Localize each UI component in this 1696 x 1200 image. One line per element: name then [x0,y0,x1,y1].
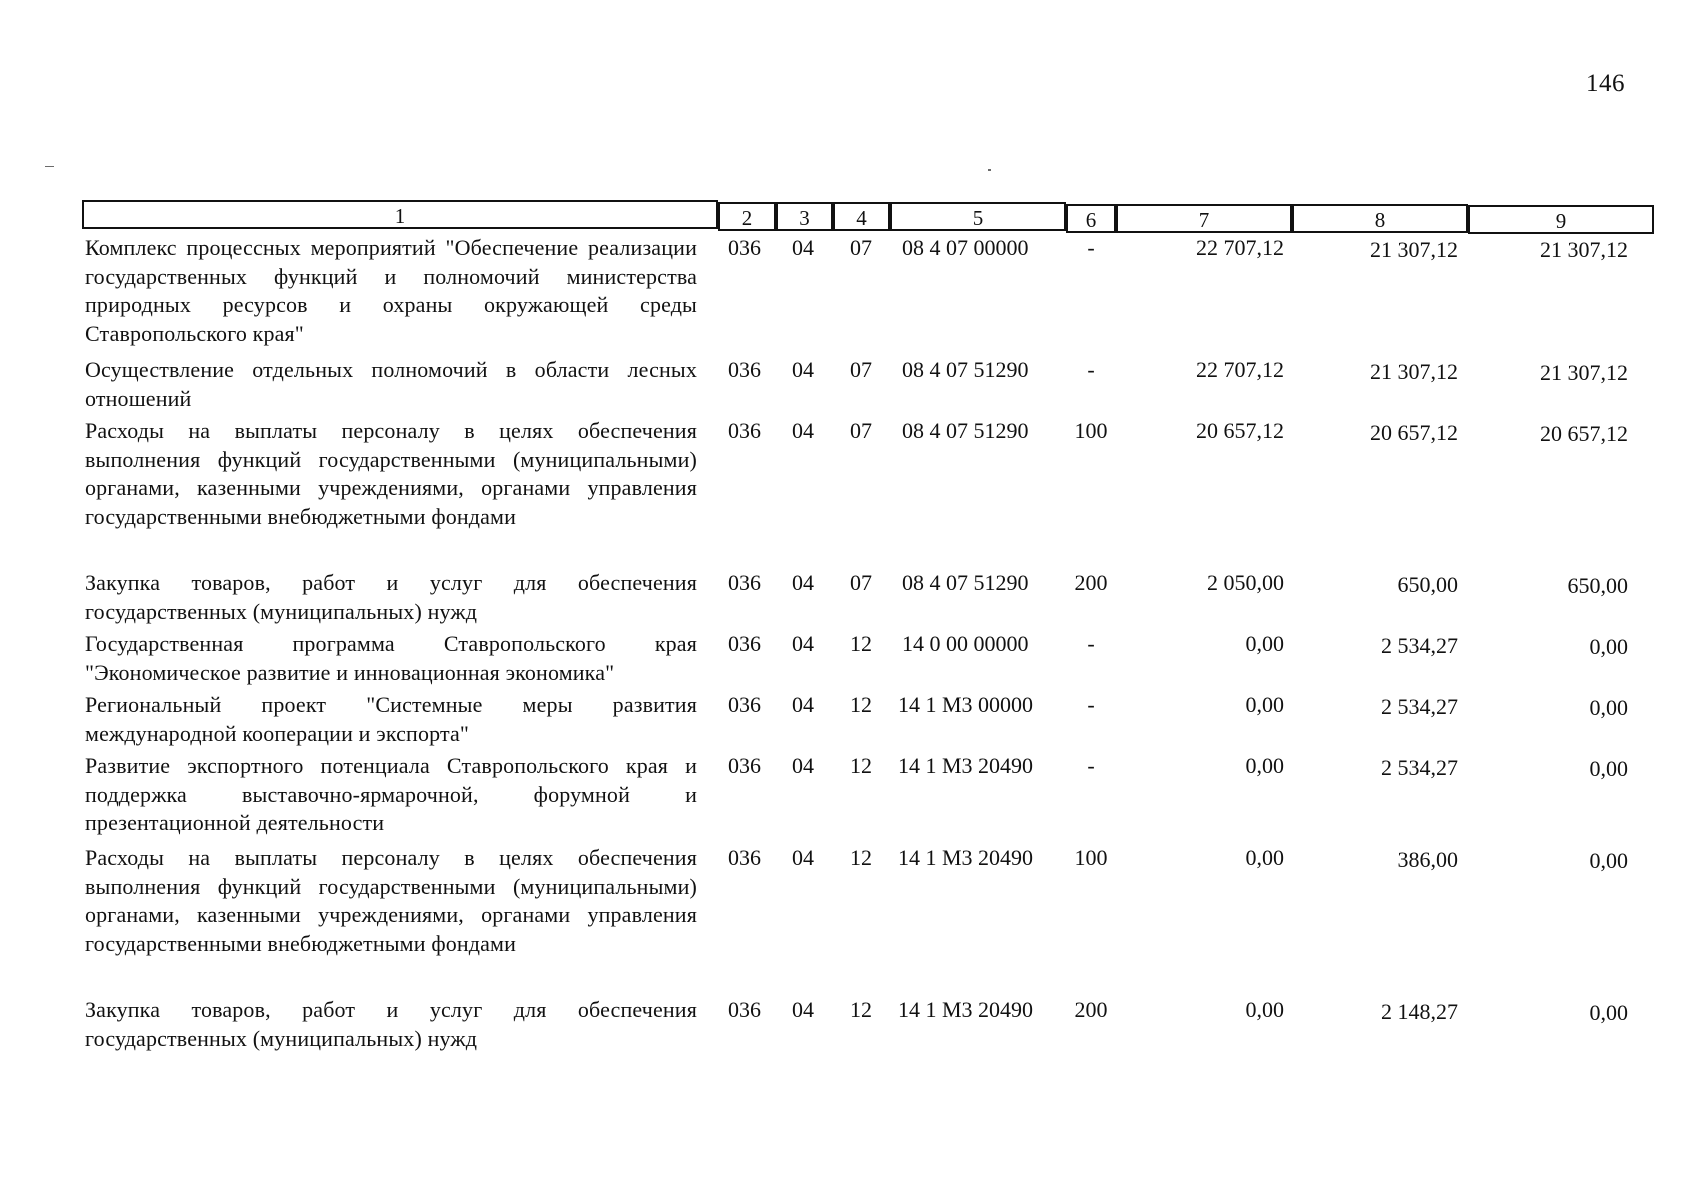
row-col-3: 04 [792,692,814,717]
row-col-2: 036 [728,692,761,717]
row-col-3: 04 [792,418,814,443]
row-description: Государственная программа Ставропольского края "Экономическое развитие и инновационная экономика" [85,631,697,685]
row-col-4: 12 [850,997,872,1022]
row-col-9: 0,00 [1589,756,1628,781]
row-description: Развитие экспортного потенциала Ставропольского края и поддержка выставочно-ярмарочной, форумной и презентационной деятельности [85,753,697,835]
row-col-8: 650,00 [1397,572,1458,597]
row-col-8: 2 534,27 [1381,633,1458,658]
row-col-3: 04 [792,753,814,778]
row-col-5: 14 1 М3 20490 [898,753,1034,778]
row-col-2: 036 [728,570,761,595]
row-col-2: 036 [728,997,761,1022]
page-number: 146 [1586,70,1625,97]
row-col-9: 650,00 [1567,573,1628,598]
column-header-8: 8 [1292,204,1468,233]
column-header-3: 3 [776,202,833,231]
row-col-4: 07 [850,570,872,595]
row-col-7: 0,00 [1245,845,1284,870]
row-col-9: 20 657,12 [1540,421,1628,446]
row-col-4: 12 [850,631,872,656]
row-col-9: 0,00 [1589,695,1628,720]
row-col-4: 07 [850,357,872,382]
row-col-7: 0,00 [1245,692,1284,717]
column-header-7: 7 [1116,204,1292,233]
column-header-6: 6 [1066,204,1116,233]
row-col-5: 08 4 07 51290 [902,418,1029,443]
row-col-9: 21 307,12 [1540,237,1628,262]
row-col-6: 200 [1074,997,1108,1022]
row-col-4: 12 [850,753,872,778]
row-col-6: 100 [1074,845,1108,870]
column-header-4: 4 [833,202,890,231]
row-col-6: - [1087,753,1095,778]
row-col-2: 036 [728,845,761,870]
row-col-2: 036 [728,357,761,382]
row-col-9: 21 307,12 [1540,360,1628,385]
row-description: Закупка товаров, работ и услуг для обеспечения государственных (муниципальных) нужд [85,997,697,1051]
row-col-5: 08 4 07 51290 [902,357,1029,382]
row-col-7: 2 050,00 [1207,570,1284,595]
row-description: Комплекс процессных мероприятий "Обеспечение реализации государственных функций и полномочий министерства природных ресурсов и охраны окружающей среды Ставропольского края" [85,235,697,346]
column-header-5: 5 [890,202,1066,231]
row-col-2: 036 [728,753,761,778]
row-col-5: 14 1 М3 00000 [898,692,1034,717]
row-col-5: 14 1 М3 20490 [898,845,1034,870]
row-col-2: 036 [728,418,761,443]
row-description: Региональный проект "Системные меры развития международной кооперации и экспорта" [85,692,697,746]
row-col-8: 2 534,27 [1381,694,1458,719]
row-col-2: 036 [728,631,761,656]
row-col-3: 04 [792,235,814,260]
scan-speck [988,169,991,171]
row-col-3: 04 [792,357,814,382]
row-col-8: 386,00 [1397,847,1458,872]
row-col-8: 21 307,12 [1370,359,1458,384]
row-col-7: 0,00 [1245,753,1284,778]
row-description: Осуществление отдельных полномочий в области лесных отношений [85,357,697,411]
row-col-6: - [1087,357,1095,382]
column-header-1: 1 [82,200,718,229]
row-col-9: 0,00 [1589,634,1628,659]
row-col-9: 0,00 [1589,1000,1628,1025]
row-col-8: 21 307,12 [1370,237,1458,262]
row-col-8: 2 534,27 [1381,755,1458,780]
row-col-6: 200 [1074,570,1108,595]
row-col-6: - [1087,631,1095,656]
row-col-4: 07 [850,235,872,260]
row-description: Закупка товаров, работ и услуг для обеспечения государственных (муниципальных) нужд [85,570,697,624]
row-col-7: 0,00 [1245,631,1284,656]
row-col-7: 22 707,12 [1196,357,1284,382]
row-description: Расходы на выплаты персоналу в целях обеспечения выполнения функций государственными (муниципальными) органами, казенными учреждениями, органами управления государственными внебюджетными фондами [85,418,697,529]
row-col-3: 04 [792,845,814,870]
row-description: Расходы на выплаты персоналу в целях обеспечения выполнения функций государственными (муниципальными) органами, казенными учреждениями, органами управления государственными внебюджетными фондами [85,845,697,956]
row-col-7: 0,00 [1245,997,1284,1022]
row-col-3: 04 [792,631,814,656]
row-col-3: 04 [792,997,814,1022]
row-col-3: 04 [792,570,814,595]
row-col-8: 2 148,27 [1381,999,1458,1024]
row-col-4: 07 [850,418,872,443]
row-col-4: 12 [850,845,872,870]
scan-speck [45,166,54,167]
row-col-6: - [1087,235,1095,260]
row-col-5: 08 4 07 51290 [902,570,1029,595]
row-col-8: 20 657,12 [1370,420,1458,445]
row-col-5: 14 0 00 00000 [902,631,1029,656]
row-col-6: - [1087,692,1095,717]
column-header-9: 9 [1468,205,1654,234]
row-col-5: 14 1 М3 20490 [898,997,1034,1022]
column-header-2: 2 [718,202,776,231]
row-col-5: 08 4 07 00000 [902,235,1029,260]
row-col-6: 100 [1074,418,1108,443]
row-col-4: 12 [850,692,872,717]
row-col-7: 20 657,12 [1196,418,1284,443]
row-col-2: 036 [728,235,761,260]
row-col-9: 0,00 [1589,848,1628,873]
row-col-7: 22 707,12 [1196,235,1284,260]
